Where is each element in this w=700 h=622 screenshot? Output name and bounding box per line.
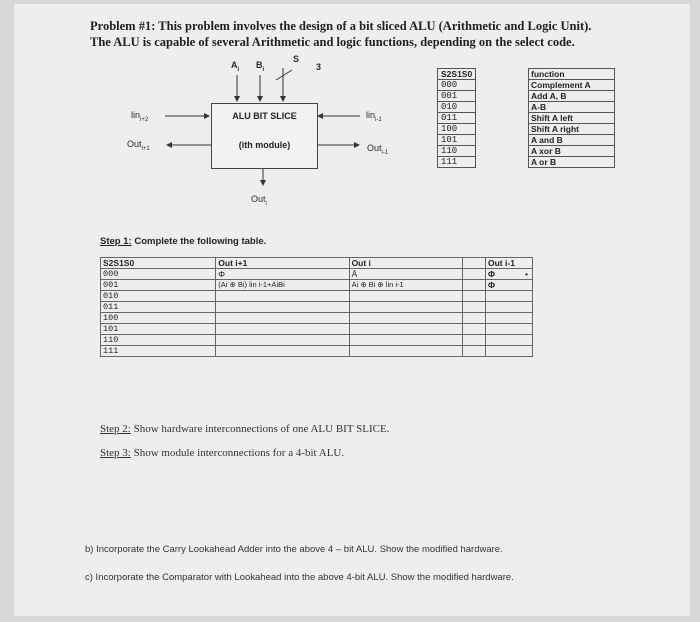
step-2: Step 2: Show hardware interconnections of one ALU BIT SLICE. [100, 423, 390, 435]
row-code: 111 [101, 346, 216, 357]
step-3: Step 3: Show module interconnections for a 4-bit ALU. [100, 447, 345, 459]
truth-table [100, 257, 533, 357]
problem-line-1: Problem #1: This problem involves the design of a bit sliced ALU (Arithmetic and Logic Unit). [90, 19, 592, 33]
function-cell: Complement A [529, 80, 615, 91]
row-out-prev: Φ [486, 269, 533, 280]
problem-line-2: The ALU is capable of several Arithmetic and logic functions, depending on the select code. [90, 35, 575, 49]
out-left-label: Out$_{i+1}$ [127, 139, 150, 152]
select-code-cell: 111 [438, 157, 476, 168]
row-out-i: Ā [349, 269, 462, 280]
header-out-prev: Out i-1 [486, 258, 533, 269]
select-code-cell: 101 [438, 135, 476, 146]
select-code-cell: 100 [438, 124, 476, 135]
out-right-label: Out$_{i-1}$ [367, 143, 389, 156]
lin-right-label: lin$_{i-1}$ [366, 110, 382, 123]
row-out-next: Φ [216, 269, 349, 280]
header-select: S2S1S0 [101, 258, 216, 269]
select-bus-slash [276, 70, 292, 80]
row-dot: • [462, 269, 532, 280]
function-cell: A xor B [529, 146, 615, 157]
function-cell: Add A, B [529, 91, 615, 102]
header-out-next: Out i+1 [216, 258, 349, 269]
row-code: 110 [101, 335, 216, 346]
select-code-cell: 010 [438, 102, 476, 113]
header-out-i: Out i [349, 258, 462, 269]
part-c: c) Incorporate the Comparator with Lookahead into the above 4-bit ALU. Show the modified hardware. [85, 572, 514, 583]
out-prev-column [485, 257, 533, 357]
function-cell: Shift A left [529, 113, 615, 124]
box-title: ALU BIT SLICE [232, 111, 297, 121]
row-out-prev: Φ [486, 280, 533, 291]
input-s-label: S [293, 54, 300, 64]
step-1: Step 1: Complete the following table. [100, 236, 267, 247]
select-code-cell: 011 [438, 113, 476, 124]
row-code: 101 [101, 324, 216, 335]
function-cell: A or B [529, 157, 615, 168]
box-subtitle: (ith module) [238, 140, 291, 150]
row-code: 100 [101, 313, 216, 324]
input-b-label: $B_i$ [256, 60, 265, 73]
function-header: function [529, 69, 615, 80]
select-width-label: 3 [316, 62, 322, 72]
out-bottom-label: Out$_i$ [251, 194, 267, 207]
select-code-table [437, 68, 476, 168]
alu-bit-slice-box [211, 103, 318, 169]
function-cell: A and B [529, 135, 615, 146]
select-code-cell: 000 [438, 80, 476, 91]
row-code: 001 [101, 280, 216, 291]
row-code: 010 [101, 291, 216, 302]
select-code-cell: 110 [438, 146, 476, 157]
row-out-i: Ai ⊕ Bi ⊕ lin i-1 [349, 280, 462, 291]
part-b: b) Incorporate the Carry Lookahead Adder into the above 4 – bit ALU. Show the modified hardware. [85, 544, 503, 555]
select-code-header: S2S1S0 [438, 69, 476, 80]
input-a-label: $A_i$ [231, 60, 240, 73]
function-cell: Shift A right [529, 124, 615, 135]
row-out-next: (Ai ⊕ Bi) lin i-1+AiBi [216, 280, 349, 291]
function-cell: A-B [529, 102, 615, 113]
row-code: 011 [101, 302, 216, 313]
function-table [528, 68, 615, 168]
row-code: 000 [101, 269, 216, 280]
lin-left-label: lin$_{i+2}$ [131, 110, 149, 123]
select-code-cell: 001 [438, 91, 476, 102]
